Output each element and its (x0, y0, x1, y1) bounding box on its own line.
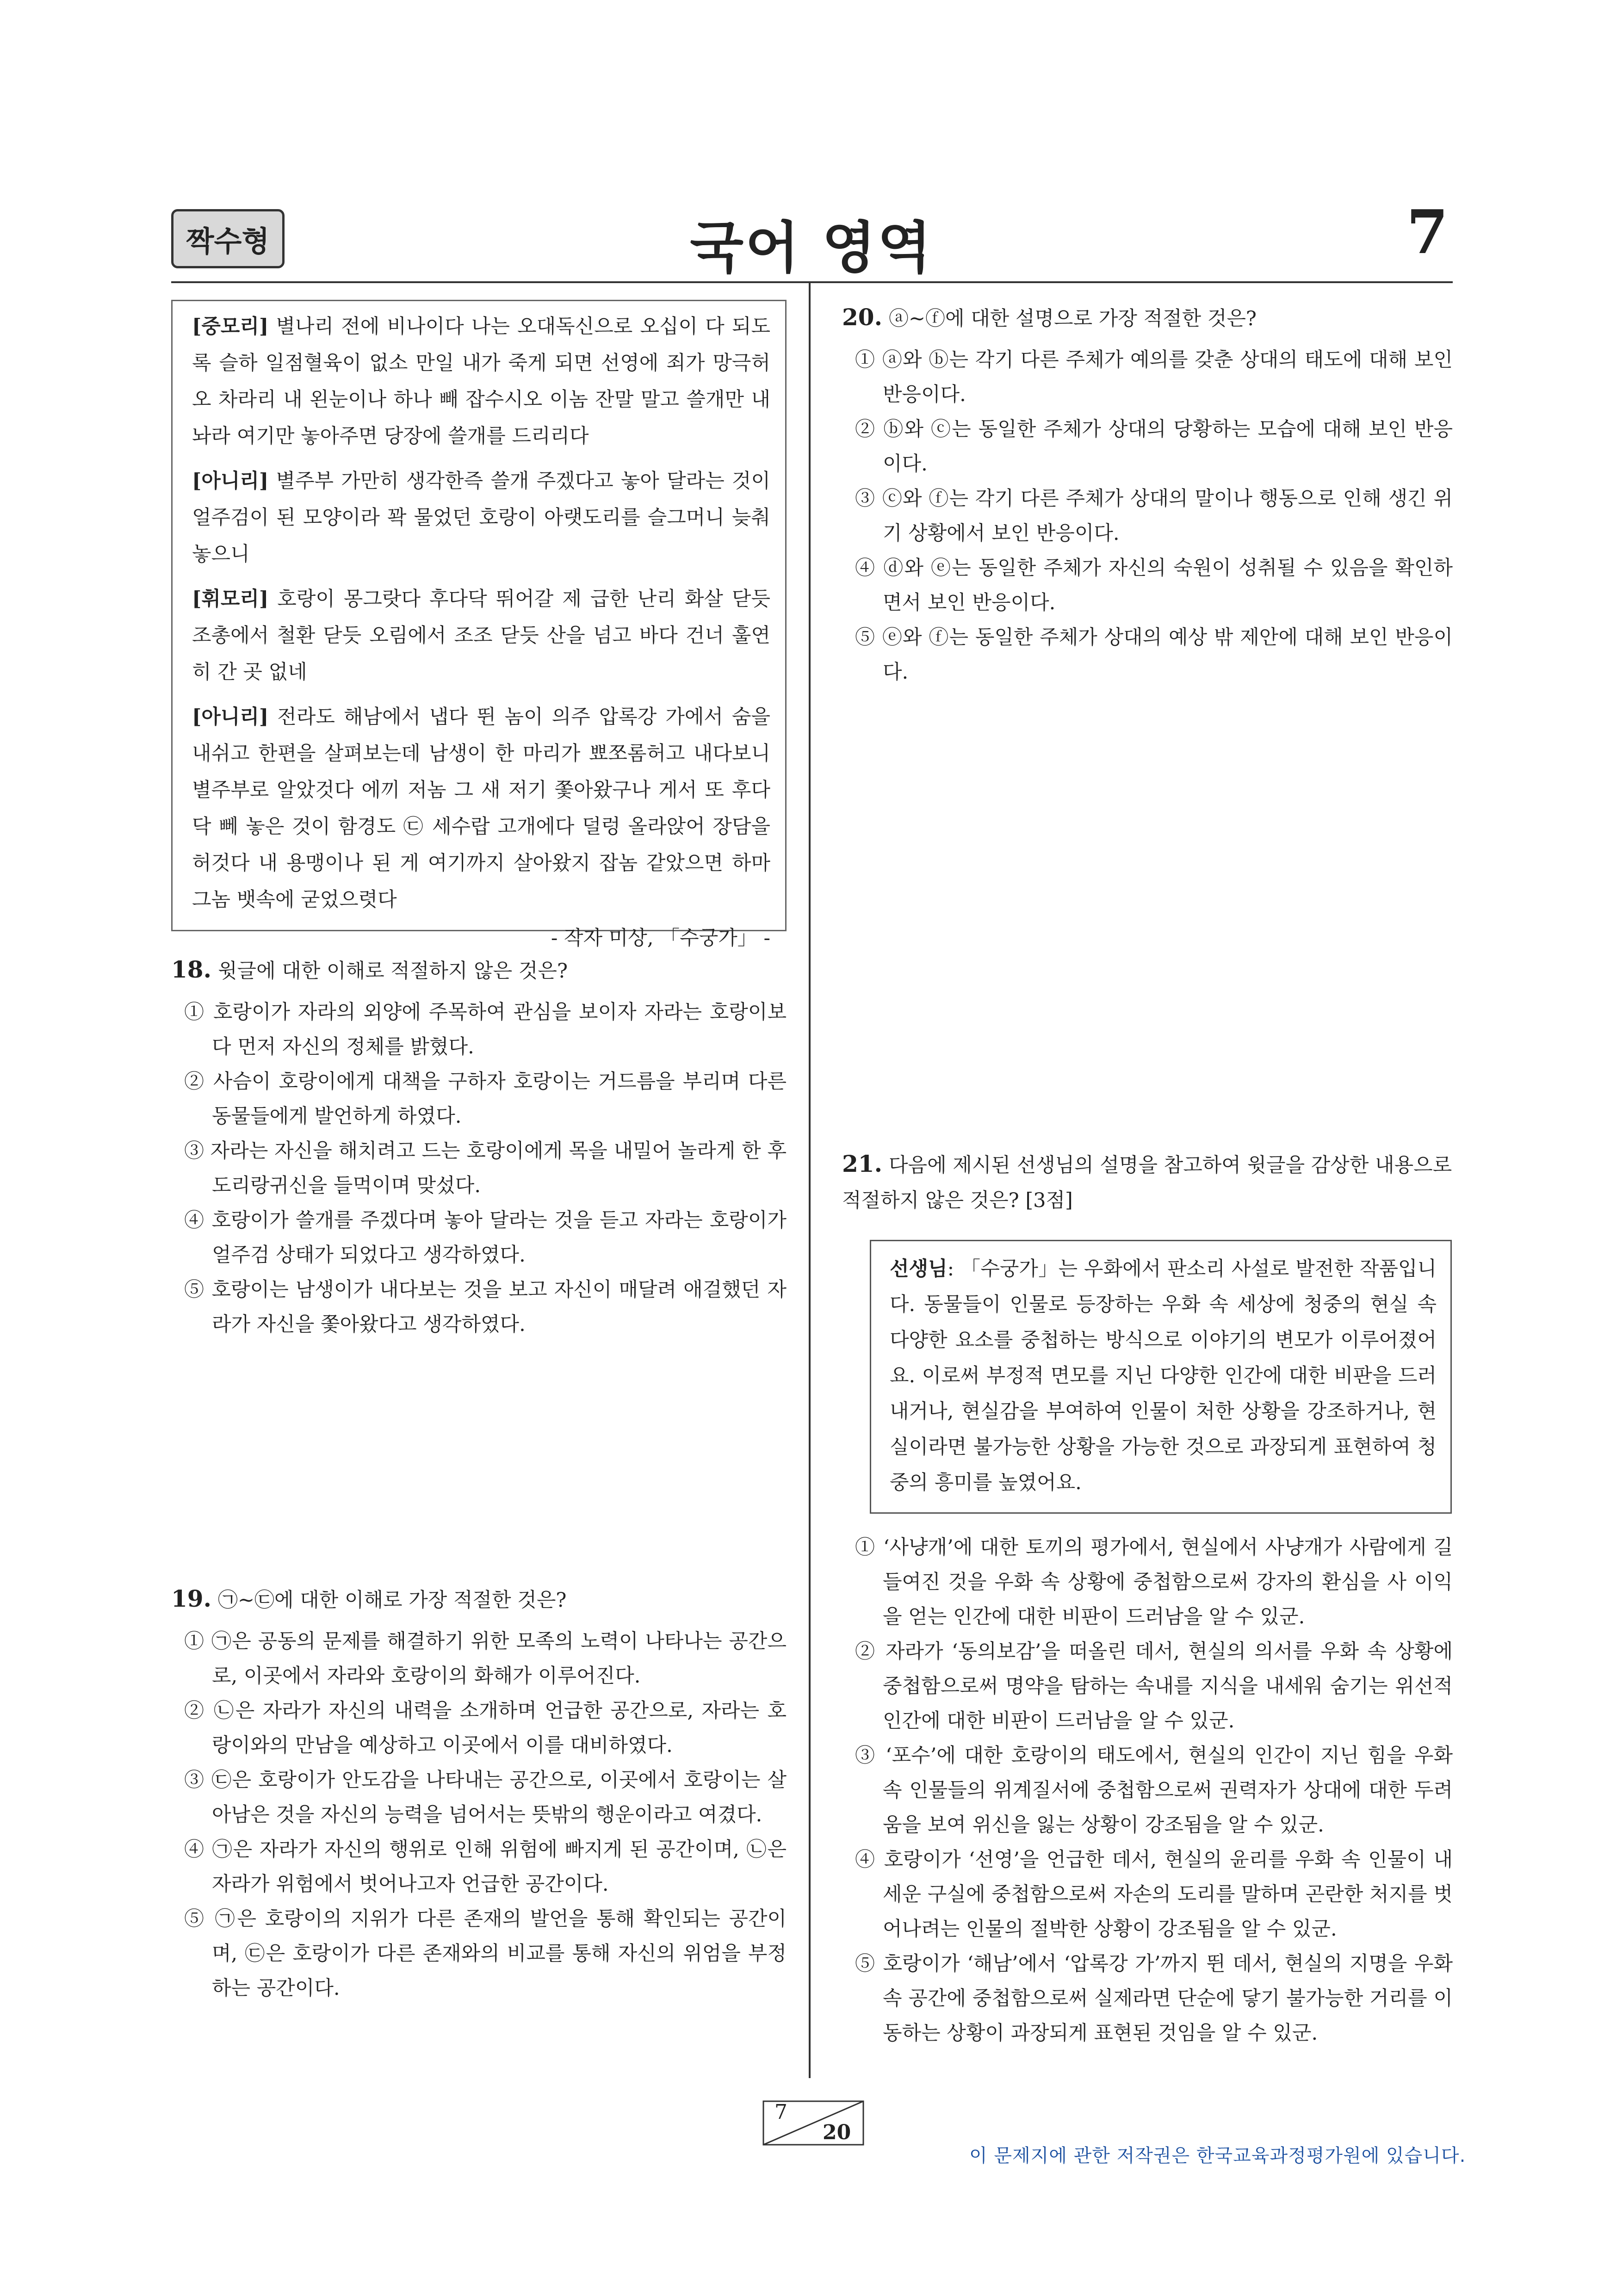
answer-option[interactable]: ⑤ ㉠은 호랑이의 지위가 다른 존재의 발언을 통해 확인되는 공간이며, ㉢은 호랑이가 다른 존재와의 비교를 통해 자신의 위엄을 부정하는 공간이다. (184, 1907, 787, 2000)
answer-option[interactable]: ② ㉡은 자라가 자신의 내력을 소개하며 언급한 공간으로, 자라는 호랑이와의 만남을 예상하고 이곳에서 이를 대비하였다. (184, 1699, 787, 1757)
question-prompt: 20. ⓐ~ⓕ에 대한 설명으로 가장 적절한 것은? (842, 303, 1257, 331)
question-prompt: 18. 윗글에 대한 이해로 적절하지 않은 것은? (171, 956, 568, 983)
passage-paragraph: [휘모리] 호랑이 몽그랏다 후다닥 뛰어갈 제 급한 난리 화살 닫듯 조총에서 철환 닫듯 오림에서 조조 닫듯 산을 넘고 바다 건너 훌연히 간 곳 없네 (192, 588, 771, 684)
answer-option[interactable]: ④ ⓓ와 ⓔ는 동일한 주체가 자신의 숙원이 성취될 수 있음을 확인하면서 보인 반응이다. (855, 557, 1453, 614)
answer-option[interactable]: ① ⓐ와 ⓑ는 각기 다른 주체가 예의를 갖춘 상대의 태도에 대해 보인 반응이다. (855, 348, 1453, 406)
header-divider (171, 281, 1453, 283)
question-19 (171, 1581, 787, 2006)
page-title: 국어 영역 (690, 216, 933, 280)
question-prompt: 21. 다음에 제시된 선생님의 설명을 참고하여 윗글을 감상한 내용으로 적절하지 않은 것은? [3점] (842, 1150, 1452, 1212)
page-number: 7 (1406, 197, 1449, 267)
page-counter (762, 2100, 864, 2146)
answer-option[interactable]: ② 사슴이 호랑이에게 대책을 구하자 호랑이는 거드름을 부리며 다른 동물들에게 발언하게 하였다. (184, 1070, 787, 1128)
answer-option[interactable]: ① ‘사냥개’에 대한 토끼의 평가에서, 현실에서 사냥개가 사람에게 길들여진 것을 우화 속 상황에 중첩함으로써 강자의 환심을 사 이익을 얻는 인간에 대한 비판이 드러남을 알 수 있군. (855, 1536, 1453, 1628)
answer-option[interactable]: ① ㉠은 공동의 문제를 해결하기 위한 모족의 노력이 나타나는 공간으로, 이곳에서 자라와 호랑이의 화해가 이루어진다. (184, 1630, 787, 1688)
answer-option[interactable]: ④ 호랑이가 ‘선영’을 언급한 데서, 현실의 윤리를 우화 속 인물이 내세운 구실에 중첩함으로써 자손의 도리를 말하며 곤란한 처지를 벗어나려는 인물의 절박한 상황이 강조됨을 알 수 있군. (855, 1848, 1453, 1941)
passage-box (171, 300, 787, 950)
answer-option[interactable]: ③ ⓒ와 ⓕ는 각기 다른 주체가 상대의 말이나 행동으로 인해 생긴 위기 상황에서 보인 반응이다. (855, 487, 1453, 545)
answer-option[interactable]: ② 자라가 ‘동의보감’을 떠올린 데서, 현실의 의서를 우화 속 상황에 중첩함으로써 명약을 탐하는 속내를 지식을 내세워 숨기는 위선적 인간에 대한 비판이 드러남을 알 수 있군. (855, 1640, 1453, 1733)
form-type-badge: 짝수형 (171, 209, 285, 268)
question-20 (842, 300, 1453, 690)
answer-option[interactable]: ⑤ 호랑이는 남생이가 내다보는 것을 보고 자신이 매달려 애걸했던 자라가 자신을 쫓아왔다고 생각하였다. (184, 1278, 787, 1336)
answer-option[interactable]: ① 호랑이가 자라의 외양에 주목하여 관심을 보이자 자라는 호랑이보다 먼저 자신의 정체를 밝혔다. (184, 1001, 787, 1058)
answer-option[interactable]: ⑤ 호랑이가 ‘해남’에서 ‘압록강 가’까지 뛴 데서, 현실의 지명을 우화 속 공간에 중첩함으로써 실제라면 단순에 닿기 불가능한 거리를 이동하는 상황이 과장되게 표현된 것임을 알 수 있군. (855, 1952, 1453, 2045)
teacher-label: 선생님 (890, 1257, 948, 1281)
answer-option[interactable]: ③ 자라는 자신을 해치려고 드는 호랑이에게 목을 내밀어 놀라게 한 후 도리랑귀신을 들먹이며 맞섰다. (184, 1139, 787, 1197)
copyright-notice: 이 문제지에 관한 저작권은 한국교육과정평가원에 있습니다. (969, 2145, 1466, 2166)
question-prompt: 19. ㉠~㉢에 대한 이해로 가장 적절한 것은? (171, 1585, 567, 1612)
passage-paragraph: [중모리] 별나리 전에 비나이다 나는 오대독신으로 오십이 다 되도록 슬하 일점혈육이 없소 만일 내가 죽게 되면 선영에 죄가 망극허오 차라리 내 왼눈이나 하나 빼 잡수시오 이놈 잔말 말고 쓸개만 내놔라 여기만 놓아주면 당장에 쓸개를 드리리다 (192, 315, 770, 448)
answer-option[interactable]: ④ ㉠은 자라가 자신의 행위로 인해 위험에 빠지게 된 공간이며, ㉡은 자라가 위험에서 벗어나고자 언급한 공간이다. (184, 1838, 787, 1896)
answer-option[interactable]: ⑤ ⓔ와 ⓕ는 동일한 주체가 상대의 예상 밖 제안에 대해 보인 반응이다. (855, 626, 1453, 684)
page-counter-current: 7 (774, 2100, 787, 2124)
answer-option[interactable]: ③ ‘포수’에 대한 호랑이의 태도에서, 현실의 인간이 지닌 힘을 우화 속 인물들의 위계질서에 중첩함으로써 권력자가 상대에 대한 두려움을 보여 위신을 잃는 상황이 강조됨을 알 수 있군. (855, 1744, 1453, 1837)
teacher-explanation-box (870, 1240, 1452, 1514)
column-divider (809, 283, 811, 2078)
question-18 (171, 952, 787, 1342)
passage-source: - 작자 미상, 「수궁가」 - (551, 927, 770, 950)
answer-option[interactable]: ③ ㉢은 호랑이가 안도감을 나타내는 공간으로, 이곳에서 호랑이는 살아남은 것을 자신의 능력을 넘어서는 뜻밖의 행운이라고 여겼다. (184, 1769, 787, 1826)
answer-option[interactable]: ④ 호랑이가 쓸개를 주겠다며 놓아 달라는 것을 듣고 자라는 호랑이가 얼주검 상태가 되었다고 생각하였다. (184, 1209, 787, 1267)
passage-paragraph: [아니리] 전라도 해남에서 냅다 뛴 놈이 의주 압록강 가에서 숨을 내쉬고 한편을 살펴보는데 남생이 한 마리가 뾰쪼롬허고 내다보니 별주부로 알았것다 에끼 저놈 그 새 저기 쫓아왔구나 게서 또 후다닥 뻬 놓은 것이 함경도 ㉢ 세수랍 고개에다 덜렁 올라앉어 장담을 허것다 내 용맹이나 된 게 여기까지 살아왔지 잡놈 같았으면 하마 그놈 뱃속에 굳었으렷다 (192, 706, 770, 911)
page-counter-total: 20 (823, 2121, 851, 2144)
answer-option[interactable]: ② ⓑ와 ⓒ는 동일한 주체가 상대의 당황하는 모습에 대해 보인 반응이다. (855, 418, 1453, 476)
question-21 (842, 1146, 1453, 1218)
passage-paragraph: [아니리] 별주부 가만히 생각한즉 쓸개 주겠다고 놓아 달라는 것이 얼주검이 된 모양이라 꽉 물었던 호랑이 아랫도리를 슬그머니 늦춰 놓으니 (192, 470, 770, 566)
teacher-text: : 「수궁가」는 우화에서 판소리 사설로 발전한 작품입니다. 동물들이 인물로 등장하는 우화 속 세상에 청중의 현실 속 다양한 요소를 중첩하는 방식으로 이야기의 변모가 이루어졌어요. 이로써 부정적 면모를 지닌 다양한 인간에 대한 비판을 드러내거나, 현실감을 부여하여 인물이 처한 상황을 강조하거나, 현실이라면 불가능한 상황을 가능한 것으로 과장되게 표현하여 청중의 흥미를 높였어요. (890, 1257, 1437, 1494)
question-21-options (842, 1530, 1453, 2051)
